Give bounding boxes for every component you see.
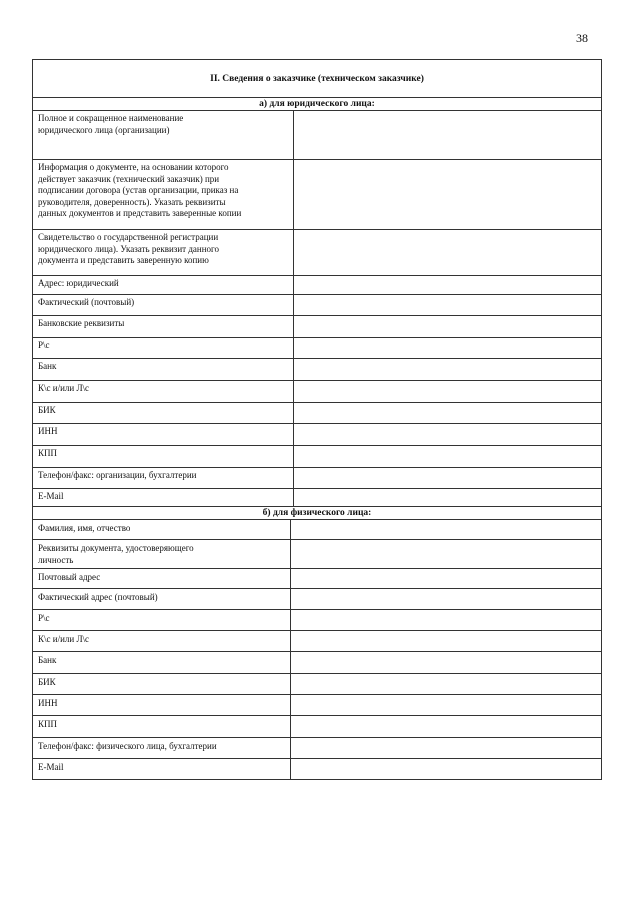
field-label: Банк: [33, 652, 291, 673]
field-label: Р\с: [33, 338, 294, 358]
field-value-cell[interactable]: [291, 610, 601, 630]
form-row: [33, 316, 601, 338]
field-value-cell[interactable]: [291, 540, 601, 568]
field-label: ИНН: [33, 695, 291, 715]
form-row: [33, 540, 601, 569]
field-label: Почтовый адрес: [33, 569, 291, 588]
form-row: [33, 652, 601, 674]
field-label: Телефон/факс: организации, бухгалтерии: [33, 468, 294, 488]
field-value-cell[interactable]: [294, 489, 601, 506]
field-label: Фактический адрес (почтовый): [33, 589, 291, 609]
field-value-cell[interactable]: [291, 759, 601, 779]
field-value-cell[interactable]: [294, 359, 601, 380]
part-b-table: [33, 520, 601, 779]
field-value-cell[interactable]: [294, 111, 601, 159]
field-value-cell[interactable]: [291, 569, 601, 588]
form-row: [33, 403, 601, 424]
field-value-cell[interactable]: [291, 520, 601, 539]
field-label: Р\с: [33, 610, 291, 630]
field-label: КПП: [33, 716, 291, 737]
form-row: [33, 111, 601, 160]
form-row: [33, 468, 601, 489]
customer-info-form: [32, 59, 602, 780]
field-label: КПП: [33, 446, 294, 467]
form-row: [33, 520, 601, 540]
field-value-cell[interactable]: [294, 160, 601, 229]
form-row: [33, 424, 601, 446]
field-value-cell[interactable]: [294, 468, 601, 488]
form-row: [33, 446, 601, 468]
field-label: К\с и/или Л\с: [33, 631, 291, 651]
field-value-cell[interactable]: [294, 424, 601, 445]
field-value-cell[interactable]: [294, 446, 601, 467]
part-b-title: б) для физического лица:: [33, 507, 601, 520]
field-label: Полное и сокращенное наименование юридического лица (организации): [33, 111, 294, 159]
field-label: Банковские реквизиты: [33, 316, 294, 337]
field-value-cell[interactable]: [291, 631, 601, 651]
field-value-cell[interactable]: [294, 295, 601, 315]
field-label: Свидетельство о государственной регистрации юридического лица). Указать реквизит данного документа и представить заверенную копию: [33, 230, 294, 275]
field-value-cell[interactable]: [291, 652, 601, 673]
field-value-cell[interactable]: [294, 338, 601, 358]
field-label: Адрес: юридический: [33, 276, 294, 294]
form-row: [33, 674, 601, 695]
field-label: Телефон/факс: физического лица, бухгалтерии: [33, 738, 291, 758]
form-row: [33, 276, 601, 295]
field-label: Реквизиты документа, удостоверяющего личность: [33, 540, 291, 568]
field-label: БИК: [33, 674, 291, 694]
field-value-cell[interactable]: [291, 589, 601, 609]
form-row: [33, 695, 601, 716]
section-title: II. Сведения о заказчике (техническом заказчике): [33, 60, 601, 98]
form-row: [33, 160, 601, 230]
field-label: E-Mail: [33, 759, 291, 779]
field-value-cell[interactable]: [294, 276, 601, 294]
form-row: [33, 489, 601, 507]
form-row: [33, 338, 601, 359]
field-label: Банк: [33, 359, 294, 380]
field-label: БИК: [33, 403, 294, 423]
form-row: [33, 631, 601, 652]
part-a-title: а) для юридического лица:: [33, 98, 601, 111]
form-row: [33, 569, 601, 589]
field-value-cell[interactable]: [294, 230, 601, 275]
field-value-cell[interactable]: [294, 403, 601, 423]
field-value-cell[interactable]: [291, 738, 601, 758]
form-row: [33, 716, 601, 738]
field-label: Информация о документе, на основании которого действует заказчик (технический заказчик) при подписании договора (устав организации, приказ на руководителя, доверенность). Указать реквизиты данных документов и представить заверенные копии: [33, 160, 294, 229]
field-label: К\с и/или Л\с: [33, 381, 294, 402]
part-a-table: [33, 111, 601, 507]
field-label: E-Mail: [33, 489, 294, 506]
field-label: ИНН: [33, 424, 294, 445]
form-row: [33, 359, 601, 381]
form-row: [33, 295, 601, 316]
form-row: [33, 381, 601, 403]
form-row: [33, 759, 601, 779]
field-label: Фактический (почтовый): [33, 295, 294, 315]
field-value-cell[interactable]: [291, 674, 601, 694]
page-number: 38: [576, 31, 588, 45]
form-row: [33, 230, 601, 276]
field-value-cell[interactable]: [291, 695, 601, 715]
form-row: [33, 589, 601, 610]
field-label: Фамилия, имя, отчество: [33, 520, 291, 539]
form-row: [33, 738, 601, 759]
field-value-cell[interactable]: [294, 316, 601, 337]
form-row: [33, 610, 601, 631]
field-value-cell[interactable]: [294, 381, 601, 402]
field-value-cell[interactable]: [291, 716, 601, 737]
